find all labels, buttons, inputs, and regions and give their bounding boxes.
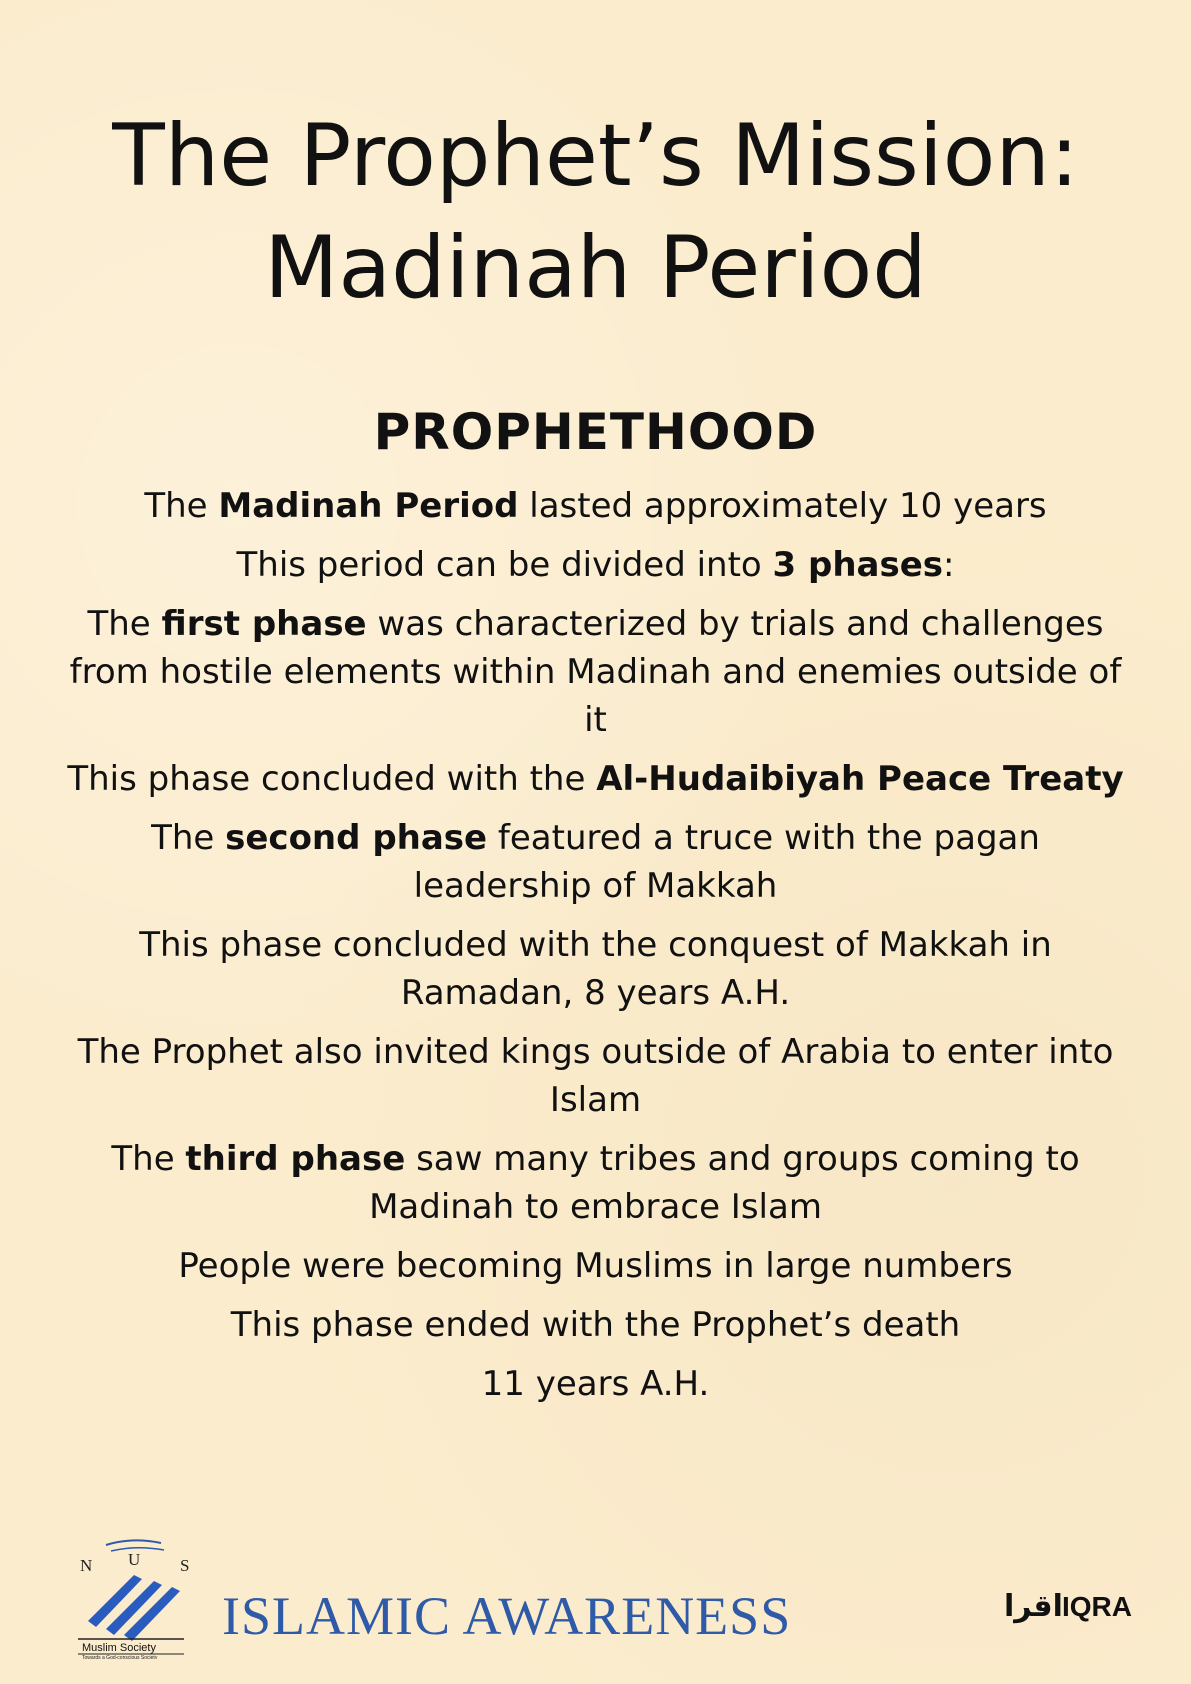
body-paragraph bbox=[60, 1135, 1131, 1231]
logo-society-name: Muslim Society bbox=[82, 1642, 156, 1654]
text-run: The bbox=[144, 486, 219, 526]
text-run: The bbox=[151, 818, 226, 858]
text-run: The bbox=[87, 604, 162, 644]
emphasis-text: third phase bbox=[185, 1139, 406, 1179]
text-run: lasted approximately 10 years bbox=[518, 486, 1047, 526]
text-run: This phase concluded with the conquest of Makkah in Ramadan, 8 years A.H. bbox=[139, 925, 1052, 1013]
emphasis-text: first phase bbox=[161, 604, 367, 644]
section-heading: PROPHETHOOD bbox=[373, 403, 818, 461]
logo-tagline: Towards a God-conscious Society bbox=[82, 1655, 158, 1659]
text-run: This phase ended with the Prophet’s death bbox=[230, 1305, 961, 1345]
body-paragraph bbox=[60, 541, 1131, 589]
text-run: The bbox=[111, 1139, 186, 1179]
text-run: featured a truce with the pagan leadership of Makkah bbox=[413, 818, 1040, 906]
footer-title: ISLAMIC AWARENESS bbox=[222, 1586, 792, 1646]
body-paragraph bbox=[60, 921, 1131, 1017]
text-run: This period can be divided into bbox=[236, 545, 773, 585]
body-paragraph bbox=[60, 482, 1131, 530]
body-paragraph bbox=[60, 814, 1131, 910]
nus-muslim-society-logo bbox=[76, 1535, 206, 1659]
iqra-latin-text: IQRA bbox=[1062, 1591, 1132, 1622]
text-run: People were becoming Muslims in large numbers bbox=[178, 1246, 1013, 1286]
title-line-2: Madinah Period bbox=[264, 218, 927, 318]
iqra-arabic-text: اقرا bbox=[1004, 1589, 1063, 1624]
emphasis-text: Al-Hudaibiyah Peace Treaty bbox=[596, 759, 1124, 799]
text-run: The Prophet also invited kings outside of Arabia to enter into Islam bbox=[77, 1032, 1114, 1120]
emphasis-text: 3 phases bbox=[772, 545, 944, 585]
text-run: saw many tribes and groups coming to Madinah to embrace Islam bbox=[369, 1139, 1080, 1227]
body-paragraph bbox=[60, 1360, 1131, 1408]
text-run: was characterized by trials and challenges from hostile elements within Madinah and enemies outside of it bbox=[69, 604, 1122, 740]
iqra-logo bbox=[1004, 1578, 1132, 1628]
footer bbox=[0, 1525, 1191, 1665]
body-text bbox=[60, 482, 1131, 1419]
nus-letter: S bbox=[180, 1556, 190, 1575]
title-line-1: The Prophet’s Mission: bbox=[112, 106, 1079, 206]
text-run: This phase concluded with the bbox=[67, 759, 597, 799]
nus-letter: N bbox=[80, 1556, 93, 1575]
body-paragraph bbox=[60, 755, 1131, 803]
nus-letter: U bbox=[128, 1550, 141, 1569]
body-paragraph bbox=[60, 1028, 1131, 1124]
page-title bbox=[0, 100, 1191, 324]
emphasis-text: second phase bbox=[225, 818, 488, 858]
emphasis-text: Madinah Period bbox=[218, 486, 519, 526]
text-run: 11 years A.H. bbox=[481, 1364, 710, 1404]
body-paragraph bbox=[60, 1242, 1131, 1290]
body-paragraph bbox=[60, 1301, 1131, 1349]
text-run: : bbox=[943, 545, 955, 585]
body-paragraph bbox=[60, 600, 1131, 744]
